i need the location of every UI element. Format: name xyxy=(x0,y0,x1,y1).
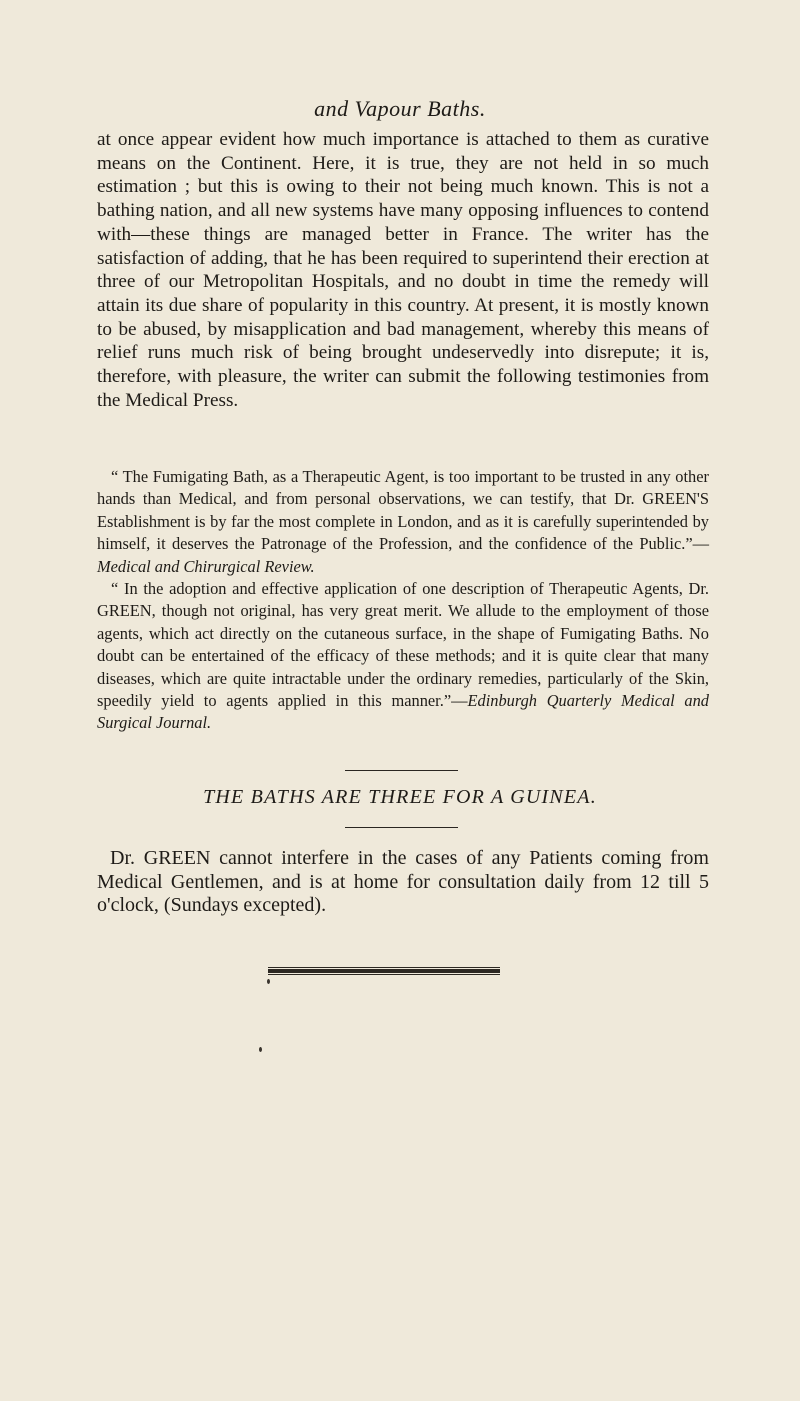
divider-rule-top xyxy=(345,770,458,771)
main-paragraph: at once appear evident how much importance is attached to them as curative means on the Continent. Here, it is true, they are not held in so much estimation ; but this is owing to their not being much known. This is not a bathing nation, and all new systems have many opposing influences to contend with—these things are managed better in France. The writer has the satisfaction of adding, that he has been required to superintend their erection at three of our Metropolitan Hospitals, and no doubt in time the remedy will attain its due share of popularity in this country. At present, it is mostly known to be abused, by misapplication and bad management, whereby this means of relief runs much risk of being brought undeservedly into disrepute; it is, therefore, with pleasure, the writer can submit the following testimonies from the Medical Press. xyxy=(97,129,709,411)
testimonials xyxy=(97,466,709,735)
testimonial-edinburgh xyxy=(97,578,709,735)
main-paragraph-block xyxy=(97,128,709,412)
testimonial-source: Edinburgh Quarterly Medical and Surgical Journal. xyxy=(97,691,709,733)
testimonial-text: “ In the adoption and effective application of one description of Therapeutic Agents, Dr. GREEN, though not original, has very great merit. We allude to the employment of those agents, which act directly on the cutaneous surface, in the shape of Fumigating Baths. No doubt can be entertained of the efficacy of these methods; and it is quite clear that many diseases, which are quite intractable under the ordinary remedies, particularly of the Skin, speedily yield to agents applied in this manner.”— xyxy=(97,579,709,711)
testimonial-source: Medical and Chirurgical Review. xyxy=(97,556,315,576)
ink-speck xyxy=(259,1047,262,1052)
end-ornament-bar xyxy=(268,967,500,975)
price-line: THE BATHS ARE THREE FOR A GUINEA. xyxy=(203,786,597,808)
testimonial-text: “ The Fumigating Bath, as a Therapeutic Agent, is too important to be trusted in any other hands than Medical, and from personal observations, we can testify, that Dr. GREEN'S Establishment is by far the most complete in London, and as it is carefully superintended by himself, it deserves the Patronage of the Profession, and the confidence of the Public.”— xyxy=(97,467,709,554)
ink-speck xyxy=(267,979,270,984)
consultation-notice-block xyxy=(97,847,709,918)
testimonial-medical-chirurgical xyxy=(97,466,709,578)
consultation-notice: Dr. GREEN cannot interfere in the cases of any Patients coming from Medical Gentlemen, and is at home for consultation daily from 12 till 5 o'clock, (Sundays excepted). xyxy=(97,847,709,916)
divider-rule-bottom xyxy=(345,827,458,828)
running-head: and Vapour Baths. xyxy=(314,96,486,121)
